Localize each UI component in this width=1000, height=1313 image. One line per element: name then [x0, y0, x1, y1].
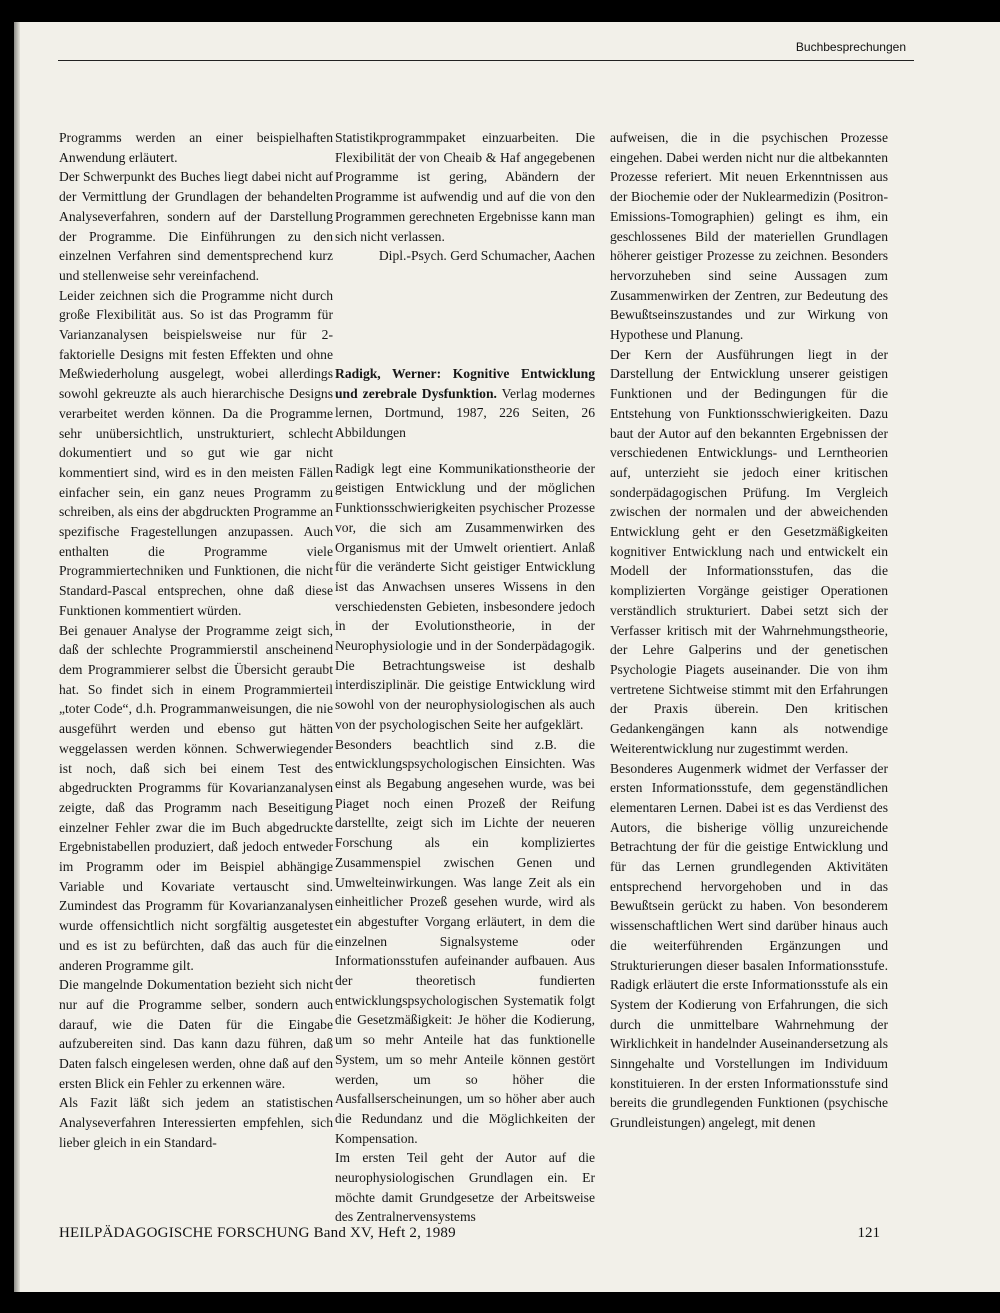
paragraph: Leider zeichnen sich die Programme nicht durch große Flexibilität aus. So ist das Programm für Varianzanalysen beispielsweise nur für 2-faktorielle Designs mit festen Effekten und ohne Meßwiederholung ausgelegt, wobei allerdings sowohl gekreuzte als auch hierarchische Designs verarbeitet werden können. Da die Programme sehr unübersichtlich, unstrukturiert, schlecht dokumentiert und so gut wie gar nicht kommentiert sind, wird es in den meisten Fällen einfacher sein, ein ganz neues Programm zu schreiben, als eins der abgdruckten Programme an spezifische Fragestellungen anzupassen. Auch enthalten die Programme viele Programmiertechniken und Funktionen, die nicht Standard-Pascal entsprechen, ohne daß diese Funktionen kommentiert würden.	[59, 287, 333, 618]
paragraph: Besonderes Augenmerk widmet der Verfasser der ersten Informationsstufe, dem gegenständlichen elementaren Lernen. Dabei ist es das Verdienst des Autors, die bisherige völlig unzureichende Betrachtung der für die geistige Entwicklung und für das Lernen grundlegenden Aktivitäten entsprechend hervorgehoben und in das Bewußtsein gerückt zu haben. Von besonderem wissenschaftlichen Wert sind darüber hinaus auch die weiterführenden Ergänzungen und Strukturierungen dieser basalen Informationsstufe. Radigk erläutert die erste Informationsstufe als ein System der Kodierung von Erfahrungen, die sich durch die unmittelbare Wahrnehmung der Wirklichkeit in handelnder Auseinandersetzung als Sinngehalte und Vorstellungen im Individuum konstituieren. In der ersten Informationsstufe sind bereits die grundlegenden Funktionen (psychische Grundleistungen) angelegt, mit denen	[610, 760, 888, 1131]
paragraph: Als Fazit läßt sich jedem an statistischen Analyseverfahren Interessierten empfehlen, sich lieber gleich in ein Standard-	[59, 1095, 333, 1150]
review-heading	[335, 364, 595, 443]
page-binding-edge	[14, 22, 20, 1292]
review-title: Radigk, Werner: Kognitive Entwicklung und zerebrale Dysfunktion.	[335, 365, 595, 401]
paragraph: Statistikprogrammpaket einzuarbeiten. Die Flexibilität der von Cheaib & Haf angegebenen Programme ist gering, Abändern der Programme ist aufwendig und auf die von den Programmen gerechneten Ergebnisse kann man sich nicht verlassen.	[335, 130, 595, 244]
reviewer-signature: Dipl.-Psych. Gerd Schumacher, Aachen	[378, 248, 595, 264]
paragraph: Radigk legt eine Kommunikationstheorie der geistigen Entwicklung und der möglichen Funktionsschwierigkeiten psychischer Prozesse vor, die sich am Zusammenwirken des Organismus mit der Umwelt orientiert. Anlaß für die veränderte Sicht geistiger Entwicklung ist das Anwachsen unseres Wissens in den verschiedensten Gebieten, insbesondere jedoch in der Evolutionstheorie, in der Neurophysiologie und in der Sonderpädagogik. Die Betrachtungsweise ist deshalb interdisziplinär. Die geistige Entwicklung wird sowohl von der neurophysiologischen als auch von der psychologischen Seite her aufgeklärt.	[335, 460, 595, 732]
paragraph: Die mangelnde Dokumentation bezieht sich nicht nur auf die Programme selber, sondern auch darauf, wie die Daten für die Eingabe aufzubereiten sind. Das kann dazu führen, daß Daten falsch eingelesen werden, ohne daß auf den ersten Blick ein Fehler zu erkennen wäre.	[59, 977, 333, 1091]
paragraph: Besonders beachtlich sind z.B. die entwicklungspsychologischen Einsichten. Was einst als Begabung angesehen wurde, was bei Piaget noch einen Prozeß der Reifung darstellte, zeigt sich im Lichte der neueren Forschung als ein kompliziertes Zusammenspiel zwischen Genen und Umwelteinwirkungen. Was lange Zeit als ein einheitlicher Prozeß gesehen wurde, wird als ein abgestufter Vorgang erläutert, in dem die einzelnen Signalsysteme oder Informationsstufen aufeinander aufbauen. Aus der theoretisch fundierten entwicklungspsychologischen Systematik folgt die Gesetzmäßigkeit: Je höher die Kodierung, um so mehr Anteile hat das funktionelle System, um so mehr Anteile können gestört werden, um so höher die Ausfallserscheinungen, um so höher aber auch die Redundanz und die Möglichkeiten der Kompensation.	[335, 736, 595, 1146]
paragraph: Bei genauer Analyse der Programme zeigt sich, daß der schlechte Programmierstil anscheinend dem Programmierer selbst die Übersicht geraubt hat. So findet sich in einem Programmierteil „toter Code“, d.h. Programmanweisungen, die nie ausgeführt werden und ebenso gut hätten weggelassen werden können. Schwerwiegender ist noch, daß sich bei einem Test des abgedruckten Programms für Kovarianzanalysen zeigte, daß das Programm nach Beseitigung einzelner Fehler zwar die im Buch abgedruckte Ergebnistabellen produziert, daß jedoch entweder im Programm oder im Beispiel abhängige Variable und Kovariate vertauscht sind. Zumindest das Programm für Kovarianzanalysen wurde offensichtlich nicht sorgfältig ausgetestet und es ist zu befürchten, daß das auch für die anderen Programme gilt.	[59, 622, 333, 973]
text-column-1	[59, 128, 333, 1153]
paragraph: Programms werden an einer beispielhaften Anwendung erläutert.	[59, 130, 333, 165]
paragraph: Im ersten Teil geht der Autor auf die neurophysiologischen Grundlagen ein. Er möchte damit Grundgesetze der Arbeitsweise des Zentralnervensystems	[335, 1150, 595, 1225]
header-rule	[58, 60, 914, 61]
text-column-3	[610, 128, 888, 1133]
page-number: 121	[857, 1225, 880, 1241]
paragraph: Der Schwerpunkt des Buches liegt dabei nicht auf der Vermittlung der Grundlagen der behandelten Analyseverfahren, sondern auf der Darstellung der Programme. Die Einführungen zu den einzelnen Verfahren sind dementsprechend kurz und stellenweise sehr vereinfachend.	[59, 169, 333, 283]
text-column-2	[335, 128, 595, 1227]
paragraph: Der Kern der Ausführungen liegt in der Darstellung der Entwicklung unserer geistigen Funktionen und der Bedingungen für die Entstehung von Funktionsschwierigkeiten. Dazu baut der Autor auf den bekannten Ergebnissen der verschiedenen Entwicklungs- und Lerntheorien auf, unterzieht sie jedoch einer kritischen sonderpädagogischen Prüfung. Im Vergleich zwischen der normalen und der abweichenden Entwicklung geht er den Gesetzmäßigkeiten kognitiver Entwicklung nach und entwickelt ein Modell der Informationsstufen, das die komplizierten Vorgänge geistiger Operationen verständlich strukturiert. Dabei setzt sich der Verfasser kritisch mit der Wahrnehmungstheorie, der Lehre Galperins und der genetischen Psychologie Piagets auseinander. Die von ihm vertretene Sichtweise stimmt mit den Erfahrungen der Praxis überein. Den kritischen Gedankengängen kann als notwendige Weiterentwicklung nur zugestimmt werden.	[610, 346, 888, 756]
review-publication-info: Verlag modernes lernen, Dortmund, 1987, 226 Seiten, 26 Abbildungen	[335, 385, 595, 441]
journal-footer: HEILPÄDAGOGISCHE FORSCHUNG Band XV, Heft 2, 1989	[59, 1225, 456, 1241]
paragraph: aufweisen, die in die psychischen Prozesse eingehen. Dabei werden nicht nur die altbekannten Prozesse referiert. Mit neuen Erkenntnissen aus der Biochemie oder der Nuklearmedizin (Positron-Emissions-Tomographien) gelingt es ihm, ein geschlossenes Bild der materiellen Grundlagen höherer geistiger Prozesse zu zeichnen. Besonders hervorzuheben sind seine Aussagen zum Zusammenwirken der Zentren, zur Bedeutung des Bewußtseinszustandes und zur Wirkung von Hypothese und Planung.	[610, 130, 888, 343]
spacer	[335, 443, 595, 459]
running-head: Buchbesprechungen	[795, 40, 906, 54]
